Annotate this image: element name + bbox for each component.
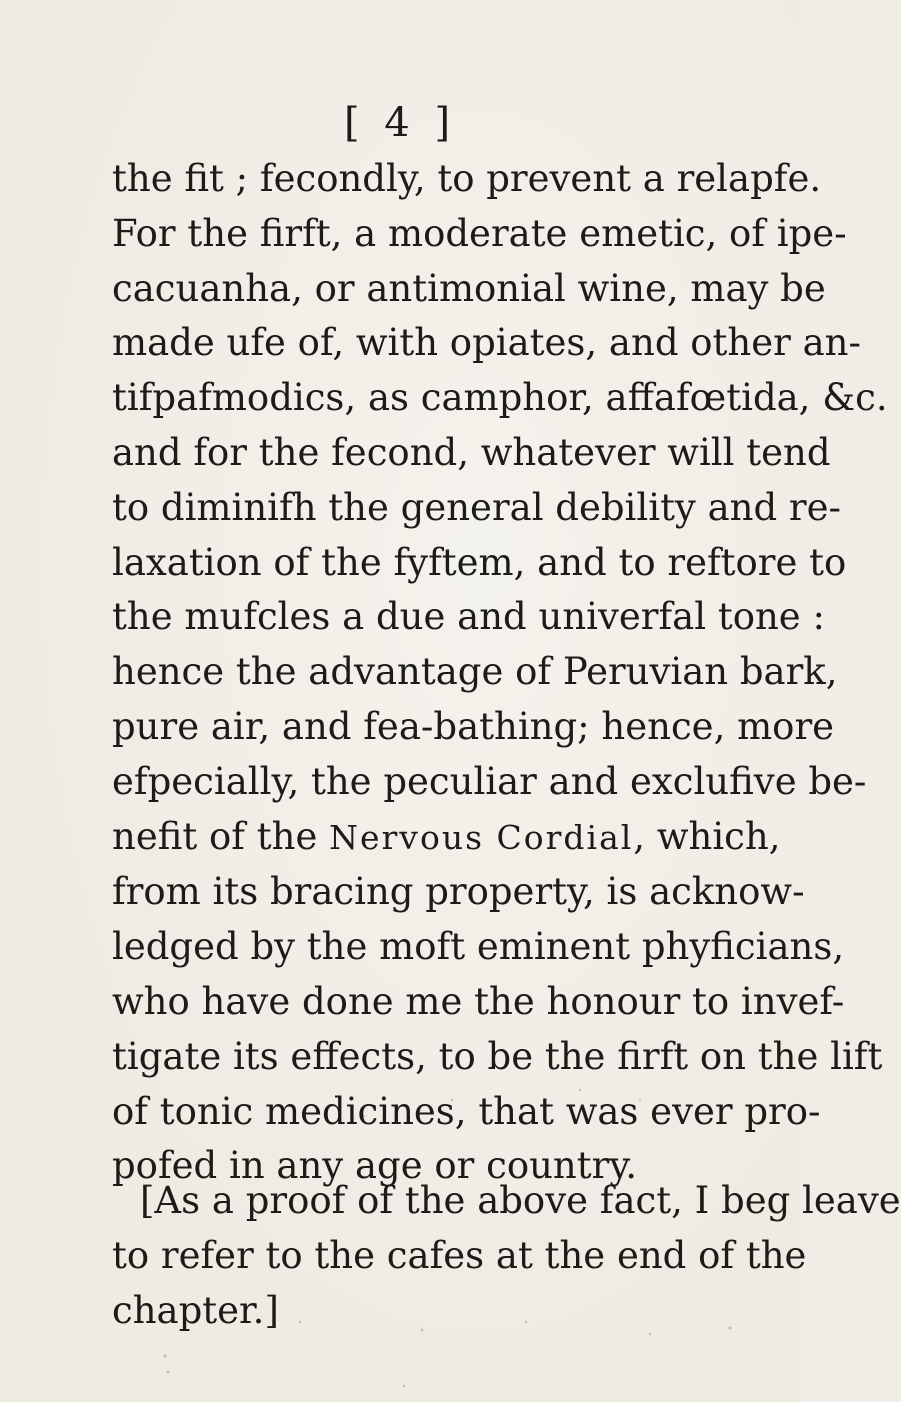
bracketed-note: [112, 1174, 901, 1338]
text-line: to diminifh the general debility and re-: [112, 485, 842, 529]
text-line: who have done me the honour to invef-: [112, 979, 845, 1023]
text-line-last: pofed in any age or country.: [112, 1144, 638, 1188]
text-line: the mufcles a due and univerfal tone :: [112, 595, 825, 639]
text-line: from its bracing property, is acknow-: [112, 870, 805, 914]
note-line: [As a proof of the above fact, I beg leave: [140, 1179, 901, 1222]
text-fragment: nefit of the: [112, 814, 330, 858]
main-paragraph: [112, 152, 888, 1194]
text-line: hence the advantage of Peruvian bark,: [112, 650, 838, 694]
note-line: to refer to the cafes at the end of the: [112, 1233, 807, 1277]
text-line: made ufe of, with opiates, and other an-: [112, 321, 861, 365]
text-line: and for the fecond, whatever will tend: [112, 430, 831, 474]
text-line: pure air, and fea-bathing; hence, more: [112, 704, 835, 748]
text-line: efpecially, the peculiar and exclufive be-: [112, 759, 867, 803]
text-fragment: , which,: [633, 814, 781, 858]
page-number: [ 4 ]: [343, 100, 457, 146]
text-line: tigate its effects, to be the firft on the lift: [112, 1034, 883, 1078]
text-line: of tonic medicines, that was ever pro-: [112, 1089, 821, 1133]
note-line-last: chapter.]: [112, 1288, 279, 1332]
text-line: laxation of the fyftem, and to reftore to: [112, 540, 847, 584]
text-line: ledged by the moft eminent phyficians,: [112, 925, 845, 969]
text-line: the fit ; fecondly, to prevent a relapfe.: [112, 157, 822, 200]
text-line: cacuanha, or antimonial wine, may be: [112, 266, 826, 310]
text-line-nervous-cordial: [112, 810, 781, 866]
small-caps-product-name: Nervous Cordial: [329, 817, 634, 857]
text-line: For the firft, a moderate emetic, of ipe-: [112, 211, 847, 255]
text-line: tifpafmodics, as camphor, affafœtida, &c.: [112, 376, 888, 420]
